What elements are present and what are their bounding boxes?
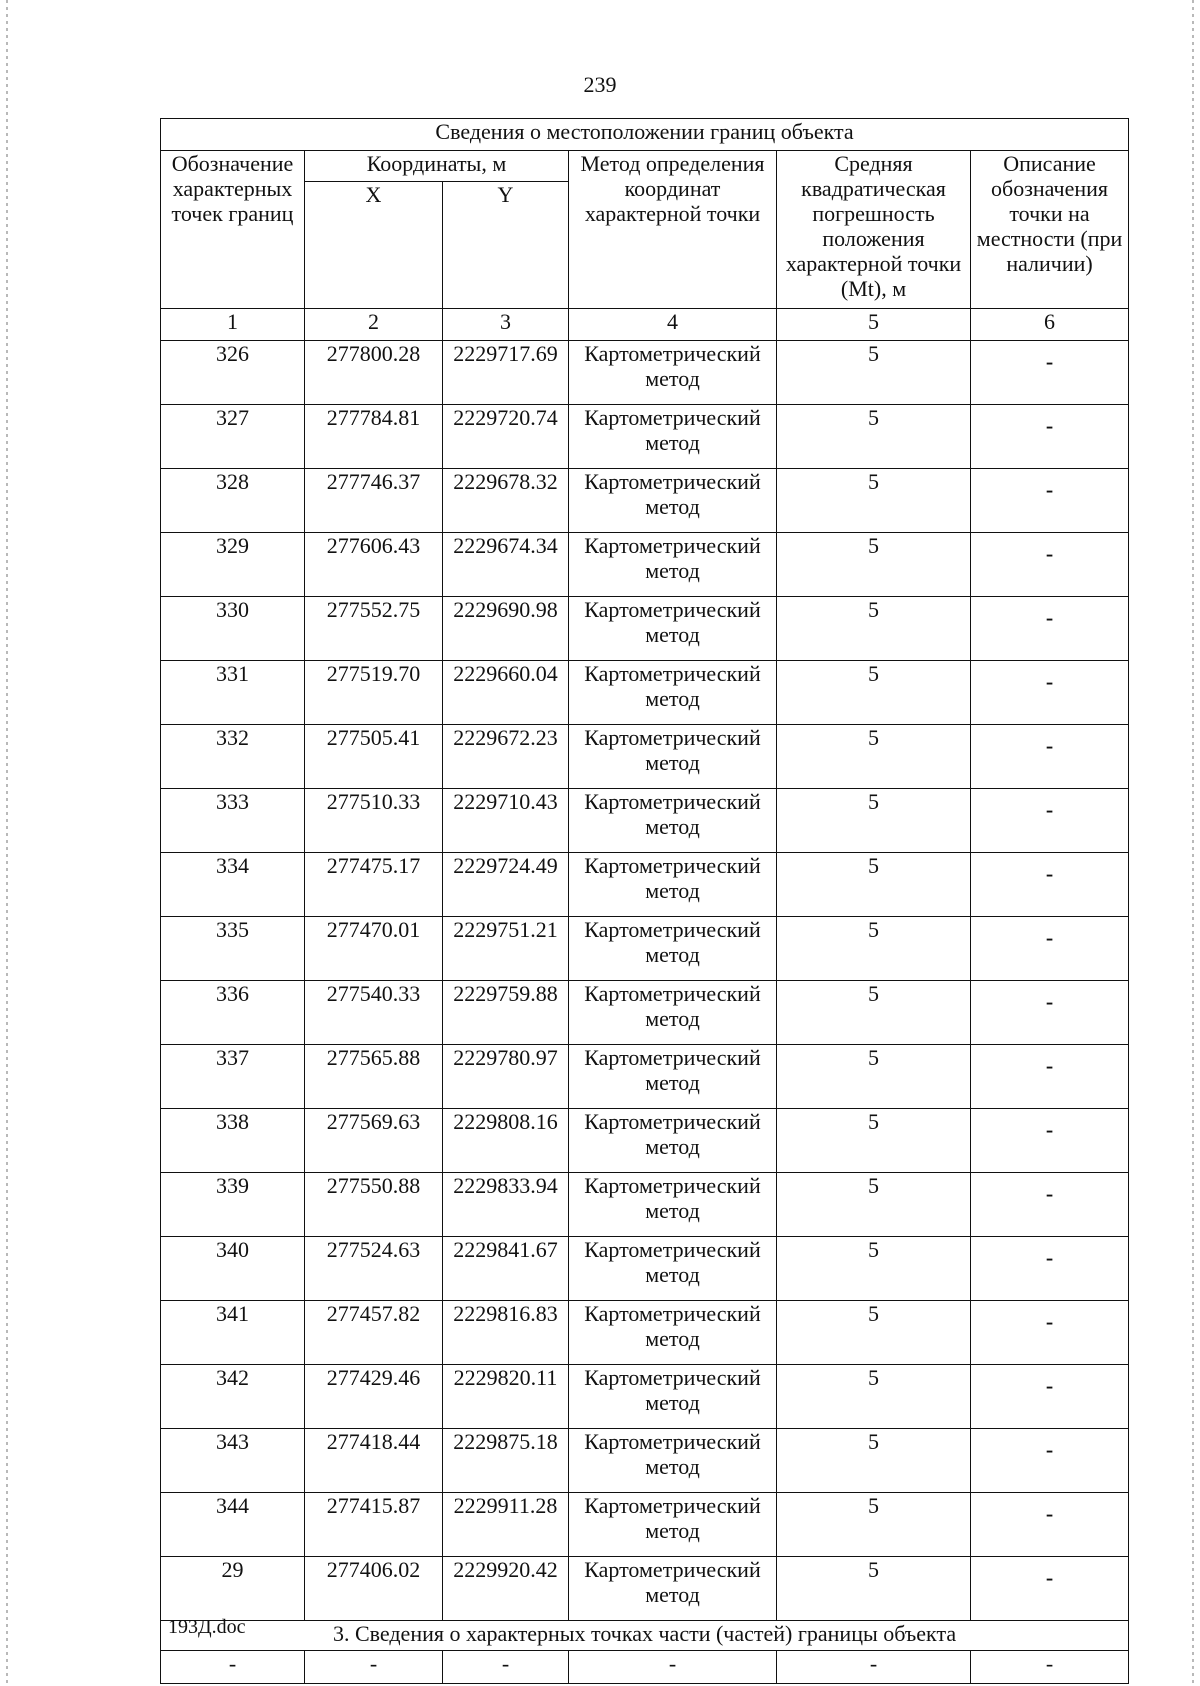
table-row (161, 1173, 1129, 1237)
cell-point: 339 (161, 1173, 305, 1237)
cell-description: - (971, 981, 1129, 1045)
cell-error: 5 (777, 1493, 971, 1557)
cell-point: 340 (161, 1237, 305, 1301)
cell-x: 277606.43 (305, 533, 443, 597)
cell-x: 277550.88 (305, 1173, 443, 1237)
cell-method: Картометрический метод (569, 725, 777, 789)
cell-point: 334 (161, 853, 305, 917)
cell-x: 277569.63 (305, 1109, 443, 1173)
cell-error: 5 (777, 341, 971, 405)
cell-method: Картометрический метод (569, 405, 777, 469)
table-row (161, 533, 1129, 597)
cell-point: 29 (161, 1557, 305, 1621)
table-title: Сведения о местоположении границ объекта (161, 119, 1129, 151)
cell-method: Картометрический метод (569, 789, 777, 853)
cell-y: 2229710.43 (443, 789, 569, 853)
cell-point: 337 (161, 1045, 305, 1109)
cell-y: 2229720.74 (443, 405, 569, 469)
cell-y: 2229672.23 (443, 725, 569, 789)
cell-point: 335 (161, 917, 305, 981)
cell-x: 277552.75 (305, 597, 443, 661)
table-row (161, 1301, 1129, 1365)
cell-error: 5 (777, 853, 971, 917)
cell-error: 5 (777, 981, 971, 1045)
cell-error: 5 (777, 1109, 971, 1173)
table-row (161, 1045, 1129, 1109)
cell-point: 338 (161, 1109, 305, 1173)
cell-description: - (971, 533, 1129, 597)
cell-description: - (971, 853, 1129, 917)
table-row (161, 661, 1129, 725)
cell-y: 2229808.16 (443, 1109, 569, 1173)
cell-x: 277784.81 (305, 405, 443, 469)
cell-description: - (971, 1301, 1129, 1365)
page-number: 239 (583, 72, 617, 97)
cell-y: 2229841.67 (443, 1237, 569, 1301)
section-title: 3. Сведения о характерных точках части (частей) границы объекта (161, 1621, 1129, 1651)
table-row (161, 469, 1129, 533)
cell-error: 5 (777, 597, 971, 661)
document-filename: 193Д.doc (168, 1616, 246, 1638)
cell-description: - (971, 1109, 1129, 1173)
cell-method: Картометрический метод (569, 1557, 777, 1621)
empty-cell: - (971, 1651, 1129, 1684)
cell-y: 2229660.04 (443, 661, 569, 725)
table-row (161, 405, 1129, 469)
table-row (161, 789, 1129, 853)
cell-description: - (971, 789, 1129, 853)
cell-point: 328 (161, 469, 305, 533)
cell-method: Картометрический метод (569, 1429, 777, 1493)
header-description: Описание обозначения точки на местности (при наличии) (971, 151, 1129, 309)
cell-method: Картометрический метод (569, 341, 777, 405)
cell-x: 277510.33 (305, 789, 443, 853)
header-coordinates: Координаты, м (305, 151, 569, 182)
table-row (161, 341, 1129, 405)
cell-description: - (971, 917, 1129, 981)
table-row (161, 1493, 1129, 1557)
column-number: 4 (569, 309, 777, 341)
cell-point: 326 (161, 341, 305, 405)
table-row (161, 1109, 1129, 1173)
cell-x: 277565.88 (305, 1045, 443, 1109)
cell-y: 2229875.18 (443, 1429, 569, 1493)
empty-cell: - (161, 1651, 305, 1684)
cell-method: Картометрический метод (569, 1493, 777, 1557)
cell-y: 2229674.34 (443, 533, 569, 597)
column-number: 5 (777, 309, 971, 341)
column-number: 3 (443, 309, 569, 341)
cell-description: - (971, 341, 1129, 405)
cell-x: 277475.17 (305, 853, 443, 917)
cell-method: Картометрический метод (569, 469, 777, 533)
table-row (161, 917, 1129, 981)
cell-x: 277429.46 (305, 1365, 443, 1429)
cell-description: - (971, 1173, 1129, 1237)
cell-error: 5 (777, 661, 971, 725)
cell-method: Картометрический метод (569, 981, 777, 1045)
cell-y: 2229780.97 (443, 1045, 569, 1109)
cell-point: 332 (161, 725, 305, 789)
cell-x: 277457.82 (305, 1301, 443, 1365)
scan-edge-right (1192, 0, 1194, 1686)
cell-method: Картометрический метод (569, 853, 777, 917)
cell-error: 5 (777, 1237, 971, 1301)
cell-description: - (971, 1045, 1129, 1109)
cell-y: 2229833.94 (443, 1173, 569, 1237)
cell-error: 5 (777, 1429, 971, 1493)
cell-error: 5 (777, 533, 971, 597)
cell-point: 336 (161, 981, 305, 1045)
cell-description: - (971, 661, 1129, 725)
cell-error: 5 (777, 1365, 971, 1429)
empty-cell: - (305, 1651, 443, 1684)
table-body (161, 341, 1129, 1621)
table-row (161, 725, 1129, 789)
cell-x: 277406.02 (305, 1557, 443, 1621)
cell-y: 2229816.83 (443, 1301, 569, 1365)
cell-method: Картометрический метод (569, 661, 777, 725)
cell-x: 277746.37 (305, 469, 443, 533)
empty-cell: - (777, 1651, 971, 1684)
cell-method: Картометрический метод (569, 1237, 777, 1301)
cell-description: - (971, 1493, 1129, 1557)
cell-x: 277505.41 (305, 725, 443, 789)
table-row (161, 1429, 1129, 1493)
cell-y: 2229920.42 (443, 1557, 569, 1621)
table-row (161, 981, 1129, 1045)
cell-description: - (971, 597, 1129, 661)
cell-y: 2229820.11 (443, 1365, 569, 1429)
cell-y: 2229717.69 (443, 341, 569, 405)
cell-error: 5 (777, 469, 971, 533)
cell-method: Картометрический метод (569, 1045, 777, 1109)
cell-point: 343 (161, 1429, 305, 1493)
table-row (161, 1365, 1129, 1429)
cell-x: 277470.01 (305, 917, 443, 981)
cell-description: - (971, 1365, 1129, 1429)
cell-x: 277519.70 (305, 661, 443, 725)
cell-point: 331 (161, 661, 305, 725)
cell-method: Картометрический метод (569, 1365, 777, 1429)
cell-description: - (971, 469, 1129, 533)
cell-point: 327 (161, 405, 305, 469)
header-point: Обозначение характерных точек границ (161, 151, 305, 309)
table-row (161, 1557, 1129, 1621)
cell-error: 5 (777, 1045, 971, 1109)
cell-method: Картометрический метод (569, 597, 777, 661)
cell-method: Картометрический метод (569, 533, 777, 597)
cell-error: 5 (777, 1173, 971, 1237)
cell-error: 5 (777, 789, 971, 853)
column-number: 6 (971, 309, 1129, 341)
cell-error: 5 (777, 1557, 971, 1621)
cell-description: - (971, 1237, 1129, 1301)
cell-method: Картометрический метод (569, 1301, 777, 1365)
cell-error: 5 (777, 405, 971, 469)
cell-point: 344 (161, 1493, 305, 1557)
cell-y: 2229751.21 (443, 917, 569, 981)
cell-y: 2229759.88 (443, 981, 569, 1045)
cell-point: 333 (161, 789, 305, 853)
cell-error: 5 (777, 725, 971, 789)
header-y: Y (443, 182, 569, 309)
cell-x: 277415.87 (305, 1493, 443, 1557)
cell-x: 277800.28 (305, 341, 443, 405)
cell-error: 5 (777, 917, 971, 981)
cell-y: 2229690.98 (443, 597, 569, 661)
cell-point: 342 (161, 1365, 305, 1429)
table-row (161, 597, 1129, 661)
cell-description: - (971, 1429, 1129, 1493)
header-x: X (305, 182, 443, 309)
column-number: 2 (305, 309, 443, 341)
empty-cell: - (569, 1651, 777, 1684)
cell-description: - (971, 405, 1129, 469)
scan-edge-left (6, 0, 8, 1686)
empty-cell: - (443, 1651, 569, 1684)
cell-x: 277418.44 (305, 1429, 443, 1493)
cell-description: - (971, 1557, 1129, 1621)
table-row (161, 1237, 1129, 1301)
cell-method: Картометрический метод (569, 1173, 777, 1237)
cell-method: Картометрический метод (569, 1109, 777, 1173)
column-number: 1 (161, 309, 305, 341)
coordinates-table (160, 118, 1129, 1684)
cell-y: 2229678.32 (443, 469, 569, 533)
header-method: Метод определения координат характерной точки (569, 151, 777, 309)
cell-point: 341 (161, 1301, 305, 1365)
cell-method: Картометрический метод (569, 917, 777, 981)
cell-y: 2229911.28 (443, 1493, 569, 1557)
cell-point: 330 (161, 597, 305, 661)
cell-x: 277540.33 (305, 981, 443, 1045)
cell-description: - (971, 725, 1129, 789)
cell-point: 329 (161, 533, 305, 597)
table-row (161, 853, 1129, 917)
cell-x: 277524.63 (305, 1237, 443, 1301)
header-error: Средняя квадратическая погрешность положения характерной точки (Mt), м (777, 151, 971, 309)
cell-y: 2229724.49 (443, 853, 569, 917)
cell-error: 5 (777, 1301, 971, 1365)
